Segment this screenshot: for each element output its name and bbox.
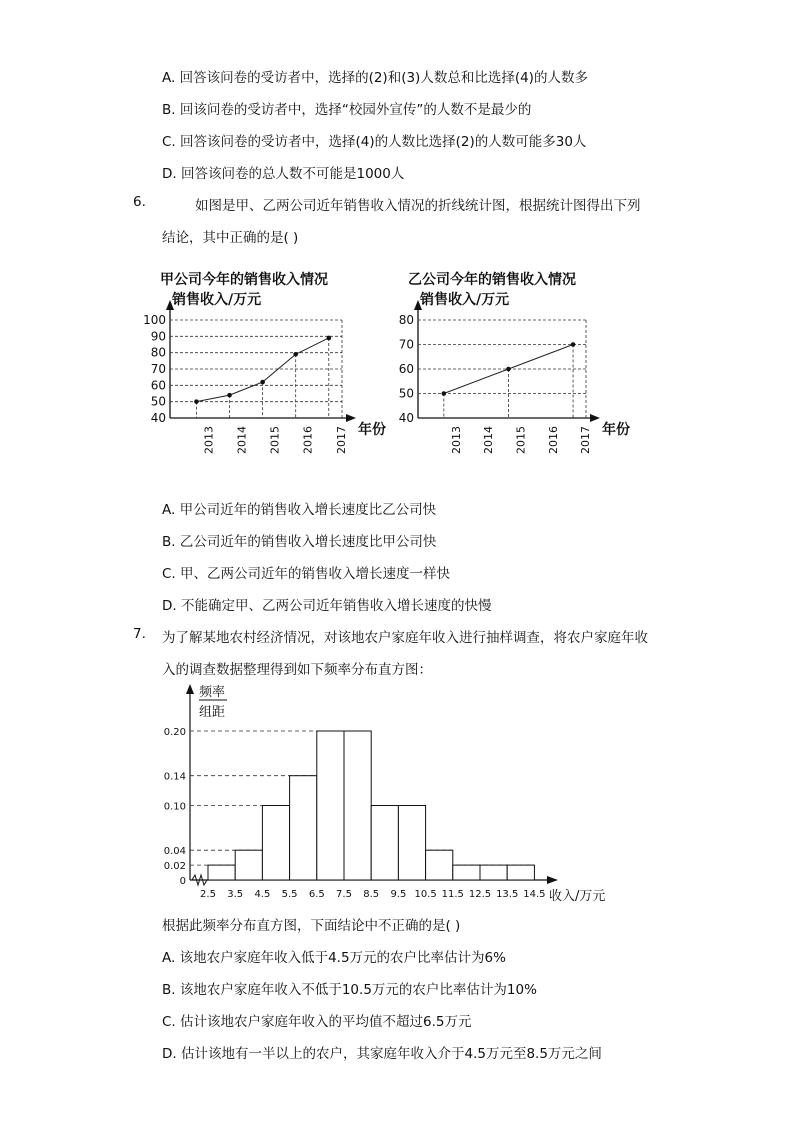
- x-axis-label: 收入/万元: [549, 889, 606, 904]
- q7-number: 7.: [133, 626, 146, 642]
- q7-stem-line1: 为了解某地农村经济情况，对该地农户家庭年收入进行抽样调查，将农户家庭年收: [162, 630, 648, 646]
- histogram-bar: [290, 776, 317, 880]
- company-yi-line-chart: [378, 262, 638, 462]
- x-tick-label: 2013: [202, 426, 216, 454]
- x-axis-arrow: [590, 414, 600, 422]
- y-tick-label: 0.02: [163, 861, 186, 873]
- y-axis-arrow: [186, 684, 194, 694]
- series-segment: [296, 338, 329, 354]
- y-tick-label: 70: [398, 337, 414, 352]
- q6-number: 6.: [133, 194, 146, 210]
- x-tick-label: 2017: [334, 426, 348, 454]
- y-tick-label: 50: [398, 386, 414, 401]
- q7-option-d: D. 估计该地有一半以上的农户，其家庭年收入介于4.5万元至8.5万元之间: [162, 1046, 602, 1062]
- x-tick-label: 2015: [514, 426, 528, 454]
- q6-stem-line1: 如图是甲、乙两公司近年销售收入情况的折线统计图，根据统计图得出下列: [195, 198, 641, 214]
- x-tick-label: 2014: [235, 426, 249, 454]
- series-segment: [444, 369, 509, 394]
- y-tick-label: 0.14: [163, 771, 186, 783]
- x-tick-label: 3.5: [227, 889, 244, 900]
- x-tick-label: 9.5: [390, 889, 407, 900]
- x-tick-label: 6.5: [308, 889, 325, 900]
- q6-option-c: C. 甲、乙两公司近年的销售收入增长速度一样快: [162, 566, 451, 582]
- histogram-bar: [208, 865, 235, 880]
- data-point: [260, 380, 265, 385]
- y-tick-label: 80: [150, 345, 166, 360]
- x-tick-label: 11.5: [441, 889, 464, 900]
- q6-option-d: D. 不能确定甲、乙两公司近年销售收入增长速度的快慢: [162, 598, 492, 614]
- data-point: [506, 367, 511, 372]
- y-tick-label: 0.20: [163, 727, 186, 738]
- data-point: [571, 342, 576, 347]
- x-tick-label: 8.5: [363, 889, 380, 900]
- x-tick-label: 2013: [449, 426, 463, 454]
- q5-option-a: A. 回答该问卷的受访者中，选择的(2)和(3)人数总和比选择(4)的人数多: [162, 70, 588, 86]
- y-axis-label: 销售收入/万元: [172, 292, 262, 308]
- data-point: [442, 391, 447, 396]
- x-axis-label: 年份: [602, 422, 630, 438]
- data-point: [293, 352, 298, 357]
- q7-option-a: A. 该地农户家庭年收入低于4.5万元的农户比率估计为6%: [162, 950, 506, 966]
- y-tick-label: 40: [150, 411, 166, 425]
- histogram-bar: [480, 865, 507, 880]
- x-tick-label: 2014: [482, 426, 496, 454]
- histogram-bar: [371, 806, 398, 881]
- y-axis-label-top: 频率: [199, 685, 226, 700]
- x-tick-label: 4.5: [254, 889, 271, 900]
- data-point: [227, 393, 232, 398]
- chart-title: 甲公司今年的销售收入情况: [160, 272, 328, 288]
- company-jia-line-chart: [130, 262, 386, 462]
- q5-option-c: C. 回答该问卷的受访者中，选择(4)的人数比选择(2)的人数可能多30人: [162, 134, 587, 150]
- q7-after-chart: 根据此频率分布直方图，下面结论中不正确的是( ): [162, 918, 461, 934]
- x-axis-label: 年份: [358, 422, 386, 438]
- income-histogram: [150, 676, 630, 908]
- y-tick-label: 70: [150, 362, 166, 376]
- x-tick-label: 5.5: [281, 889, 298, 900]
- x-tick-label: 12.5: [468, 889, 492, 900]
- q6-option-b: B. 乙公司近年的销售收入增长速度比甲公司快: [162, 534, 437, 550]
- data-point: [326, 336, 331, 341]
- x-axis-arrow: [346, 414, 356, 422]
- histogram-bar: [235, 850, 262, 880]
- x-tick-label: 7.5: [336, 889, 352, 900]
- histogram-bar: [344, 731, 371, 880]
- y-tick-label: 0.04: [163, 846, 186, 858]
- series-segment: [196, 395, 229, 402]
- y-tick-label: 50: [150, 394, 166, 409]
- y-axis-label-bottom: 组距: [199, 705, 226, 720]
- histogram-bar: [317, 731, 344, 880]
- x-tick-label: 2017: [579, 426, 593, 454]
- y-tick-label: 0.10: [163, 801, 186, 813]
- x-tick-label: 10.5: [414, 889, 437, 900]
- y-tick-label: 90: [150, 329, 166, 344]
- q7-stem-line2: 入的调查数据整理得到如下频率分布直方图：: [162, 662, 432, 678]
- series-segment: [263, 354, 296, 382]
- y-tick-label: 60: [150, 378, 166, 393]
- y-axis-label: 销售收入/万元: [420, 292, 510, 308]
- y-tick-label: 40: [398, 411, 414, 425]
- x-tick-label: 2016: [546, 426, 560, 454]
- q5-option-d: D. 回答该问卷的总人数不可能是1000人: [162, 166, 405, 182]
- q5-option-b: B. 回该问卷的受访者中，选择“校园外宣传”的人数不是最少的: [162, 102, 532, 118]
- histogram-bar: [398, 806, 425, 881]
- y-tick-label: 60: [398, 362, 414, 376]
- histogram-bar: [453, 865, 480, 880]
- y-tick-label: 80: [398, 313, 414, 327]
- x-axis-arrow: [547, 876, 558, 884]
- x-tick-label: 13.5: [496, 889, 519, 900]
- q6-option-a: A. 甲公司近年的销售收入增长速度比乙公司快: [162, 502, 437, 518]
- x-tick-label: 2.5: [200, 889, 216, 900]
- q7-option-b: B. 该地农户家庭年收入不低于10.5万元的农户比率估计为10%: [162, 982, 537, 998]
- histogram-bar: [507, 865, 534, 880]
- series-segment: [508, 345, 573, 370]
- data-point: [194, 399, 199, 404]
- x-tick-label: 2016: [301, 426, 315, 454]
- histogram-bar: [262, 806, 289, 881]
- x-tick-label: 14.5: [523, 889, 546, 900]
- series-segment: [230, 382, 263, 395]
- histogram-bar: [426, 850, 453, 880]
- x-tick-label: 2015: [268, 426, 282, 454]
- y-tick-label: 0: [179, 876, 186, 887]
- y-tick-label: 100: [143, 313, 166, 327]
- chart-title: 乙公司今年的销售收入情况: [408, 272, 576, 288]
- q6-stem-line2: 结论，其中正确的是( ): [162, 230, 299, 246]
- q7-option-c: C. 估计该地农户家庭年收入的平均值不超过6.5万元: [162, 1014, 472, 1030]
